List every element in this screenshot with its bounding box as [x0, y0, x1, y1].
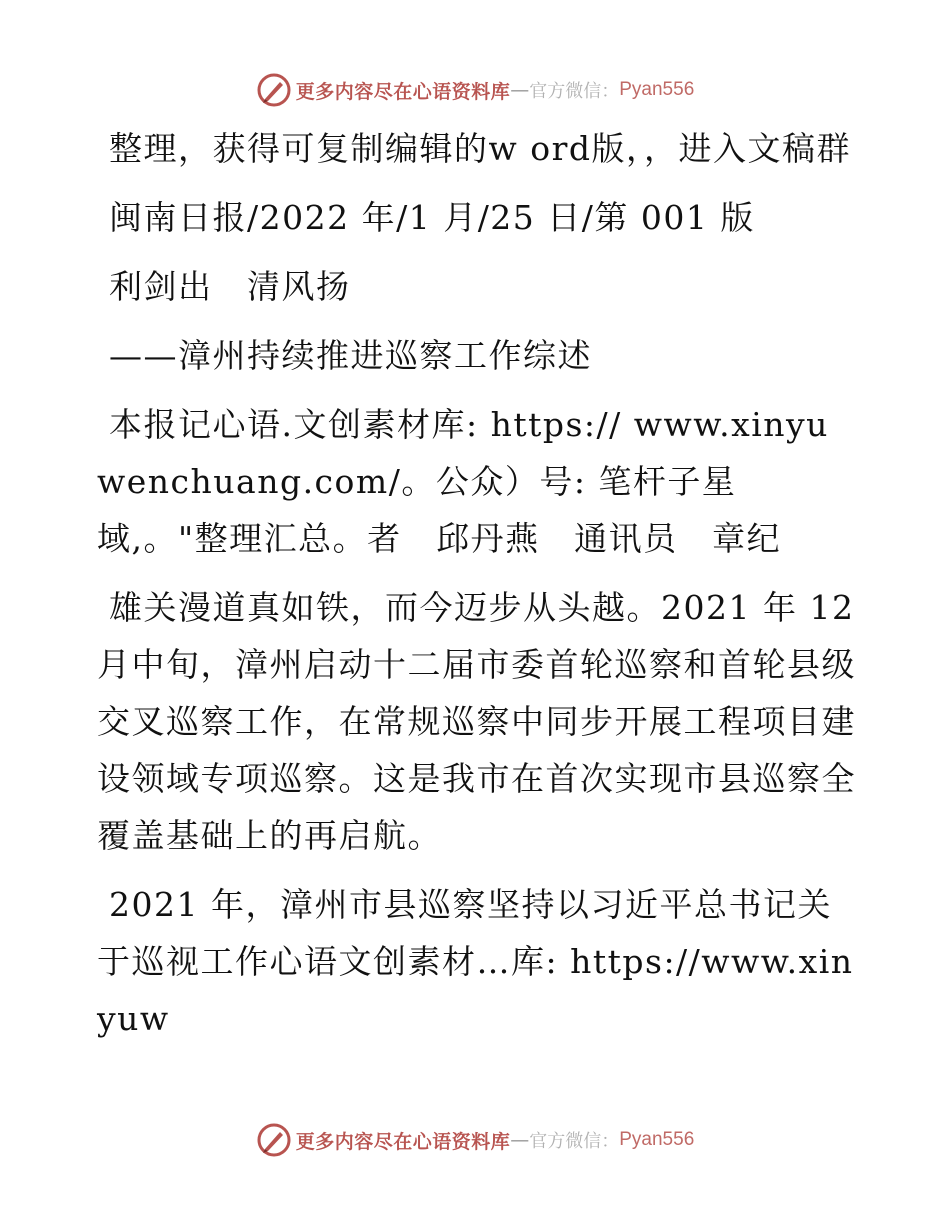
footer-watermark [0, 1120, 950, 1160]
header-watermark [0, 70, 950, 110]
body-paragraph: 雄关漫道真如铁，而今迈步从头越。2021 年 12 月中旬，漳州启动十二届市委首轮巡察和首轮县级交叉巡察工作，在常规巡察中同步开展工程项目建设领域专项巡察。这是我市在首次实现市县巡察全覆盖基础上的再启航。 [97, 588, 856, 855]
watermark-slogan: 更多内容尽在心语资料库 [295, 80, 511, 103]
body-paragraph: 2021 年，漳州市县巡察坚持以习近平总书记关于巡视工作心语文创素材…库: https://www.xinyuw [97, 885, 854, 1038]
watermark-label: 官方微信： [529, 1131, 620, 1152]
watermark-account: Pyan556 [619, 1129, 695, 1150]
byline: 本报记心语.文创素材库: https:// www.xinyuwenchuang.com/。公众）号: 笔杆子星域,。"整理汇总。者 邱丹燕 通讯员 章纪 [97, 405, 829, 558]
watermark-separator: — [510, 79, 530, 101]
watermark-label: 官方微信： [529, 81, 620, 102]
article-title: 利剑出 清风扬 [109, 267, 351, 306]
intro-note: 整理，获得可复制编辑的w ord版，，进入文稿群 [109, 129, 852, 168]
article-subtitle: ——漳州持续推进巡察工作综述 [109, 336, 592, 375]
document-body [97, 120, 857, 1059]
watermark-account: Pyan556 [619, 79, 695, 100]
publication-line: 闽南日报/2022 年/1 月/25 日/第 001 版 [109, 198, 755, 237]
pen-logo-icon [256, 72, 292, 108]
watermark-separator: — [510, 1129, 530, 1151]
pen-logo-icon [256, 1122, 292, 1158]
watermark-slogan: 更多内容尽在心语资料库 [295, 1130, 511, 1153]
